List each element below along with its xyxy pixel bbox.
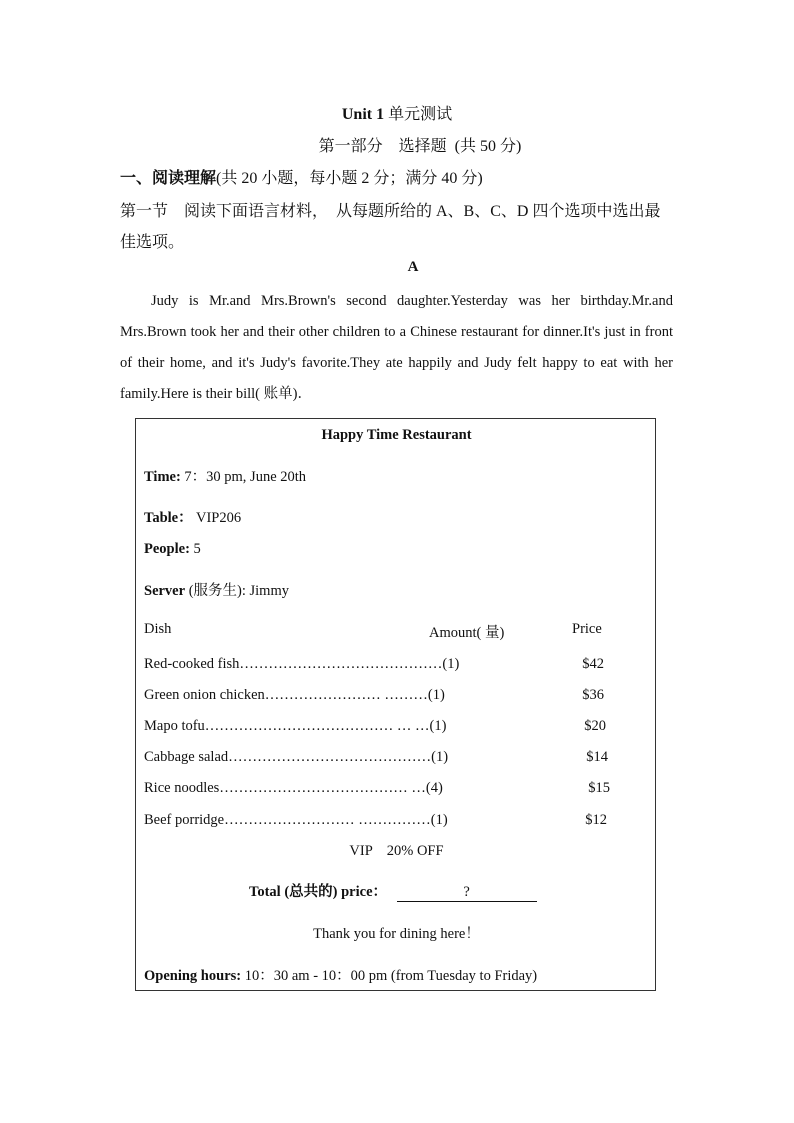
opening-hours-row [144,964,537,985]
restaurant-name: Happy Time Restaurant [321,427,472,443]
column-amount: Amount( 量) [429,625,505,641]
dish-price: $14 [586,749,608,765]
dish-price: $15 [588,780,610,796]
part-label: 第一部分 [318,138,383,155]
passage-text: Judy is Mr.and Mrs.Brown's second daughter.Yesterday was her birthday.Mr.and Mrs.Brown took her and their other children to a Chinese restaurant for dinner.It's just in front of their home, and it's Judy's favorite.They ate happily and Judy felt happy to eat with her family.Here is their bill( 账单)． [120,293,673,402]
table-row [144,506,241,527]
column-dish: Dish [144,621,172,637]
section-detail: (共 20 小题，每小题 2 分；满分 40 分) [216,170,483,187]
part-score: (共 50 分) [454,138,522,155]
dish-line: Cabbage salad……………………………………(1) [144,749,449,765]
hours-value: 10：30 am - 10：00 pm (from Tuesday to Friday) [244,968,538,984]
total-blank: ? [397,884,537,902]
people-label: People: [144,541,190,557]
vip-discount: VIP 20% OFF [349,843,444,859]
unit-test-label: 单元测试 [388,106,453,123]
total-label: Total [249,884,281,900]
dish-line: Mapo tofu………………………………… … …(1) [144,718,447,734]
dish-line: Beef porridge……………………… ……………(1) [144,812,448,828]
time-label: Time: [144,469,181,485]
passage-letter: A [407,259,419,275]
unit-number: Unit 1 [341,106,385,123]
time-row [144,465,306,486]
dish-price: $36 [582,687,604,703]
people-value: 5 [193,541,201,557]
total-note: (总共的) price： [284,884,388,900]
dish-price: $12 [585,812,607,828]
instruction-text: 第一节 阅读下面语言材料， 从每题所给的 A、B、C、D 四个选项中选出最佳选项。 [120,203,661,251]
dish-line: Green onion chicken…………………… ………(1) [144,687,445,703]
column-price: Price [572,621,602,637]
server-row [144,579,289,600]
dish-price: $42 [582,656,604,672]
hours-label: Opening hours: [144,968,242,984]
server-label: Server [144,583,186,599]
time-value: 7：30 pm, June 20th [184,469,307,485]
thanks-text: Thank you for dining here！ [313,926,480,942]
total-row [249,880,537,902]
section-heading [120,165,483,188]
unit-title [0,101,794,124]
server-value: (服务生): Jimmy [188,583,289,599]
part-heading [0,133,794,156]
section-title: 一、阅读理解 [120,170,217,187]
dish-price: $20 [584,718,606,734]
dish-line: Red-cooked fish……………………………………(1) [144,656,460,672]
dish-line: Rice noodles………………………………… …(4) [144,780,443,796]
table-label: Table： [144,510,193,526]
people-row [144,541,201,558]
part-type: 选择题 [398,138,447,155]
table-value: VIP206 [196,510,242,526]
bill-box [135,418,656,991]
